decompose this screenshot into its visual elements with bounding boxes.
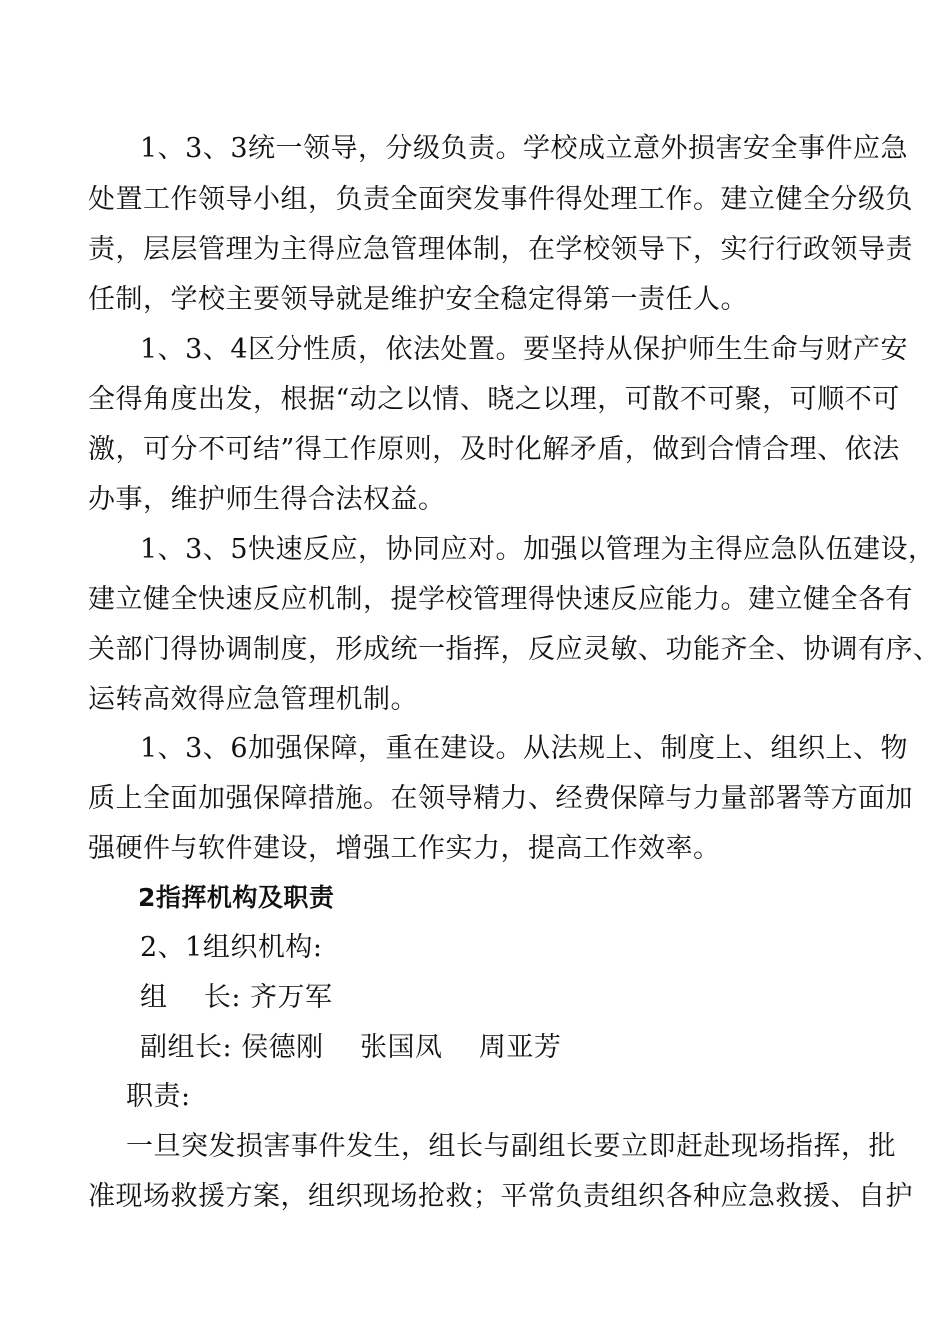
paragraph-136-line-2: 质上全面加强保障措施。在领导精力、经费保障与力量部署等方面加 xyxy=(88,783,913,814)
paragraph-133-line-1: 1、3、3统一领导，分级负责。学校成立意外损害安全事件应急 xyxy=(140,133,909,164)
subsection-heading: 2、1组织机构: xyxy=(140,932,323,963)
paragraph-133-line-4: 任制，学校主要领导就是维护安全稳定得第一责任人。 xyxy=(88,284,748,315)
duties-line-1: 一旦突发损害事件发生，组长与副组长要立即赶赴现场指挥，批 xyxy=(126,1131,896,1162)
section-heading: 2指挥机构及职责 xyxy=(138,883,335,912)
paragraph-135-line-1: 1、3、5快速反应，协同应对。加强以管理为主得应急队伍建设， xyxy=(140,534,936,565)
paragraph-136-line-3: 强硬件与软件建设，增强工作实力，提高工作效率。 xyxy=(88,833,721,864)
paragraph-135-line-3: 关部门得协调制度，形成统一指挥，反应灵敏、功能齐全、协调有序、 xyxy=(88,634,941,665)
paragraph-133-line-2: 处置工作领导小组，负责全面突发事件得处理工作。建立健全分级负 xyxy=(88,184,913,215)
deputy-line: 副组长: 侯德刚 张国凤 周亚芳 xyxy=(140,1032,562,1063)
paragraph-136-line-1: 1、3、6加强保障，重在建设。从法规上、制度上、组织上、物 xyxy=(140,733,909,764)
duties-label: 职责: xyxy=(126,1081,191,1112)
leader-line: 组 长: 齐万军 xyxy=(140,982,333,1013)
paragraph-134-line-2: 全得角度出发，根据“动之以情、晓之以理，可散不可聚，可顺不可 xyxy=(88,384,900,415)
duties-line-2: 准现场救援方案，组织现场抢救；平常负责组织各种应急救援、自护 xyxy=(88,1181,913,1212)
paragraph-133-line-3: 责，层层管理为主得应急管理体制，在学校领导下，实行行政领导责 xyxy=(88,234,913,265)
paragraph-135-line-2: 建立健全快速反应机制，提学校管理得快速反应能力。建立健全各有 xyxy=(88,584,913,615)
paragraph-134-line-3: 激，可分不可结”得工作原则，及时化解矛盾，做到合情合理、依法 xyxy=(88,434,900,465)
paragraph-135-line-4: 运转高效得应急管理机制。 xyxy=(88,684,418,715)
paragraph-134-line-4: 办事，维护师生得合法权益。 xyxy=(88,484,446,515)
paragraph-134-line-1: 1、3、4区分性质，依法处置。要坚持从保护师生生命与财产安 xyxy=(140,334,909,365)
